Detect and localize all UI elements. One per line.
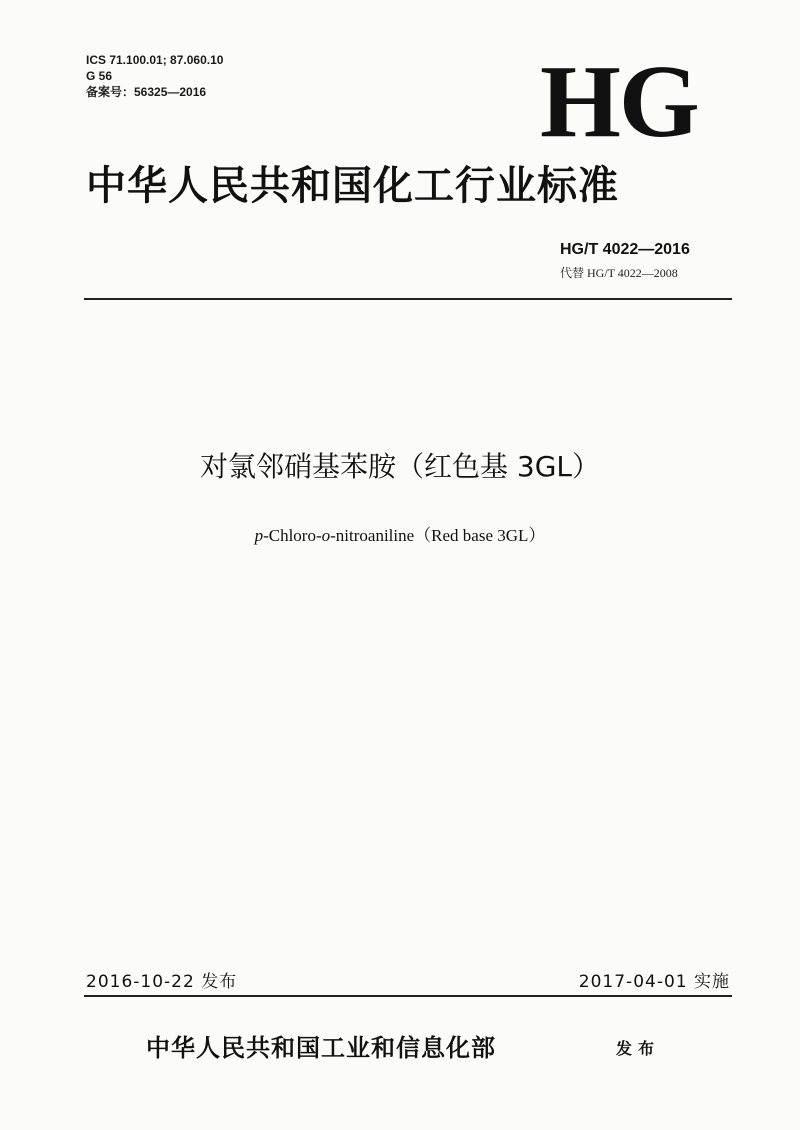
english-title-prefix-p: p	[254, 526, 264, 545]
issue-date: 2016-10-22 发布	[86, 972, 238, 992]
standard-number: HG/T 4022—2016	[560, 241, 690, 258]
hg-logo: HG	[540, 44, 698, 159]
publish-label: 发布	[616, 1039, 661, 1058]
standard-category-title: 中华人民共和国化工行业标准	[86, 163, 619, 209]
replaced-standard: 代替 HG/T 4022—2008	[560, 266, 678, 280]
english-title-rest: -nitroaniline（Red base 3GL）	[330, 526, 546, 545]
ccs-code: G 56	[86, 69, 113, 83]
publisher-name: 中华人民共和国工业和信息化部	[146, 1034, 496, 1062]
header-divider	[84, 298, 732, 300]
implementation-date: 2017-04-01 实施	[578, 972, 730, 992]
english-title-prefix-o: o	[321, 526, 331, 545]
english-title-chloro: -Chloro-	[263, 526, 322, 545]
footer-divider	[84, 995, 732, 997]
classification-block	[86, 52, 223, 100]
chinese-title: 对氯邻硝基苯胺（红色基 3GL）	[199, 450, 600, 483]
english-title	[0, 524, 800, 548]
filing-number: 备案号：56325—2016	[86, 85, 207, 99]
ics-code: ICS 71.100.01; 87.060.10	[86, 53, 224, 67]
